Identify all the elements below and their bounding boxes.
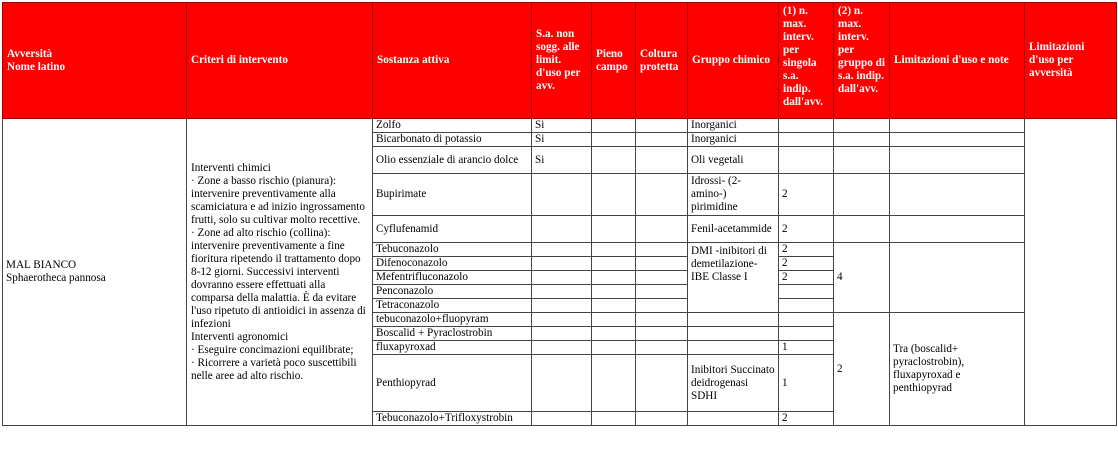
sa-cell: Si xyxy=(532,119,592,133)
coltura-protetta-cell xyxy=(636,313,688,327)
sa-cell xyxy=(532,216,592,243)
gruppo-cell: Oli vegetali xyxy=(688,147,779,174)
sa-cell: Si xyxy=(532,147,592,174)
n2-cell xyxy=(834,216,890,243)
avversita-name: MAL BIANCO xyxy=(6,259,77,271)
gruppo-sdhi-cell: Inibitori Succinato deidrogenasi SDHI xyxy=(688,355,779,412)
n2-cell xyxy=(834,119,890,133)
n1-cell: 2 xyxy=(779,174,834,216)
sa-cell xyxy=(532,243,592,257)
pieno-campo-cell xyxy=(592,133,636,147)
note-cell xyxy=(890,119,1025,133)
n1-cell xyxy=(779,147,834,174)
header-nome-latino-label: Nome latino xyxy=(7,60,66,73)
coltura-protetta-cell xyxy=(636,243,688,257)
pieno-campo-cell xyxy=(592,257,636,271)
header-limitazioni-note: Limitazioni d'uso e note xyxy=(890,3,1025,119)
sostanza-cell: Tebuconazolo+Trifloxystrobin xyxy=(373,412,532,426)
pieno-campo-cell xyxy=(592,271,636,285)
header-avversita xyxy=(3,3,187,119)
coltura-protetta-cell xyxy=(636,216,688,243)
n1-cell: 2 xyxy=(779,216,834,243)
gruppo-cell: Fenil-acetammide xyxy=(688,216,779,243)
n1-cell: 2 xyxy=(779,243,834,257)
sostanza-cell: Penthiopyrad xyxy=(373,355,532,412)
n2-cell xyxy=(834,174,890,216)
criteri-line: Interventi agronomici xyxy=(191,330,289,343)
coltura-protetta-cell xyxy=(636,299,688,313)
header-sostanza: Sostanza attiva xyxy=(373,3,532,119)
sostanza-cell: Tebuconazolo xyxy=(373,243,532,257)
note-cell xyxy=(890,147,1025,174)
sostanza-cell: Difenoconazolo xyxy=(373,257,532,271)
coltura-protetta-cell xyxy=(636,271,688,285)
sostanza-cell: Olio essenziale di arancio dolce xyxy=(373,147,532,174)
n1-cell: 2 xyxy=(779,412,834,426)
mal-bianco-table xyxy=(2,2,1117,426)
note-cell xyxy=(890,133,1025,147)
sostanza-cell: Bupirimate xyxy=(373,174,532,216)
header-gruppo-chimico: Gruppo chimico xyxy=(688,3,779,119)
n2-cell xyxy=(834,147,890,174)
pieno-campo-cell xyxy=(592,313,636,327)
header-sa-non-sogg: S.a. non sogg. alle limit. d'uso per avv. xyxy=(532,3,592,119)
limitazioni-avversita-cell xyxy=(1025,119,1117,426)
header-n-max-gruppo: (2) n. max. interv. per gruppo di s.a. indip. dall'avv. xyxy=(834,3,890,119)
gruppo-cell xyxy=(688,327,779,341)
gruppo-cell: Inorganici xyxy=(688,119,779,133)
sa-cell xyxy=(532,355,592,412)
criteri-line: Interventi chimici xyxy=(191,161,271,174)
n1-cell xyxy=(779,285,834,299)
coltura-protetta-cell xyxy=(636,257,688,271)
pieno-campo-cell xyxy=(592,285,636,299)
n2-dmi-cell: 4 xyxy=(834,243,890,313)
avversita-cell xyxy=(3,119,187,426)
n1-cell: 1 xyxy=(779,355,834,412)
pieno-campo-cell xyxy=(592,299,636,313)
n1-cell xyxy=(779,327,834,341)
sa-cell xyxy=(532,257,592,271)
avversita-latin: Sphaerotheca pannosa xyxy=(6,272,106,284)
sostanza-cell: tebuconazolo+fluopyram xyxy=(373,313,532,327)
sostanza-cell: Penconazolo xyxy=(373,285,532,299)
n1-cell xyxy=(779,299,834,313)
note-cell xyxy=(890,174,1025,216)
note-cell xyxy=(890,216,1025,243)
coltura-protetta-cell xyxy=(636,355,688,412)
sa-cell xyxy=(532,271,592,285)
coltura-protetta-cell xyxy=(636,327,688,341)
criteri-line: · Ricorrere a varietà poco suscettibili nelle aree ad alto rischio. xyxy=(191,356,357,382)
n2-sdhi-cell: 2 xyxy=(834,313,890,426)
n1-cell xyxy=(779,119,834,133)
pieno-campo-cell xyxy=(592,341,636,355)
criteri-line: · Eseguire concimazioni equilibrate; xyxy=(191,343,354,356)
gruppo-cell xyxy=(688,412,779,426)
sa-cell xyxy=(532,299,592,313)
n1-cell: 2 xyxy=(779,271,834,285)
coltura-protetta-cell xyxy=(636,133,688,147)
sa-cell xyxy=(532,174,592,216)
gruppo-dmi-cell: DMI -inibitori di demetilazione-IBE Classe I xyxy=(688,243,779,313)
sostanza-cell: Cyflufenamid xyxy=(373,216,532,243)
pieno-campo-cell xyxy=(592,355,636,412)
sostanza-cell: Zolfo xyxy=(373,119,532,133)
sostanza-cell: Tetraconazolo xyxy=(373,299,532,313)
sa-cell xyxy=(532,285,592,299)
coltura-protetta-cell xyxy=(636,412,688,426)
header-row xyxy=(3,3,1117,119)
sa-cell xyxy=(532,313,592,327)
coltura-protetta-cell xyxy=(636,285,688,299)
header-n-max-singola: (1) n. max. interv. per singola s.a. indip. dall'avv. xyxy=(779,3,834,119)
pieno-campo-cell xyxy=(592,174,636,216)
note-dmi-cell xyxy=(890,243,1025,313)
sa-cell: Si xyxy=(532,133,592,147)
coltura-protetta-cell xyxy=(636,147,688,174)
n1-cell xyxy=(779,133,834,147)
sostanza-cell: fluxapyroxad xyxy=(373,341,532,355)
coltura-protetta-cell xyxy=(636,341,688,355)
header-pieno-campo: Pieno campo xyxy=(592,3,636,119)
criteri-line: · Zone ad alto rischio (collina): intervenire preventivamente a fine fioritura ripetendo il trattamento dopo 8-12 giorni. Successivi interventi dovranno essere effettuati alla comparsa della malattia. È da evitare l'uso ripetuto di antioidici in assenza di infezioni xyxy=(191,226,366,330)
gruppo-cell: Inorganici xyxy=(688,133,779,147)
sa-cell xyxy=(532,412,592,426)
criteri-cell xyxy=(187,119,373,426)
header-criteri: Criteri di intervento xyxy=(187,3,373,119)
n2-cell xyxy=(834,133,890,147)
criteri-line: · Zone a basso rischio (pianura): intervenire preventivamente alla scamiciatura e ad inizio ingrossamento frutti, solo su cultivar molto recettive. xyxy=(191,174,365,226)
sa-cell xyxy=(532,341,592,355)
pieno-campo-cell xyxy=(592,243,636,257)
coltura-protetta-cell xyxy=(636,119,688,133)
sostanza-cell: Mefentrifluconazolo xyxy=(373,271,532,285)
pieno-campo-cell xyxy=(592,327,636,341)
header-avversita-label: Avversità xyxy=(7,47,53,60)
note-sdhi-cell: Tra (boscalid+ pyraclostrobin), fluxapyroxad e penthiopyrad xyxy=(890,313,1025,426)
coltura-protetta-cell xyxy=(636,174,688,216)
n1-cell xyxy=(779,313,834,327)
gruppo-cell xyxy=(688,313,779,327)
n1-cell: 1 xyxy=(779,341,834,355)
gruppo-cell xyxy=(688,341,779,355)
n1-cell: 2 xyxy=(779,257,834,271)
pieno-campo-cell xyxy=(592,216,636,243)
sostanza-cell: Bicarbonato di potassio xyxy=(373,133,532,147)
sostanza-cell: Boscalid + Pyraclostrobin xyxy=(373,327,532,341)
gruppo-cell: Idrossi- (2-amino-) pirimidine xyxy=(688,174,779,216)
sa-cell xyxy=(532,327,592,341)
pieno-campo-cell xyxy=(592,147,636,174)
header-coltura-protetta: Coltura protetta xyxy=(636,3,688,119)
pieno-campo-cell xyxy=(592,412,636,426)
pieno-campo-cell xyxy=(592,119,636,133)
table-row xyxy=(3,119,1117,133)
header-limitazioni-avversita: Limitazioni d'uso per avversità xyxy=(1025,3,1117,119)
